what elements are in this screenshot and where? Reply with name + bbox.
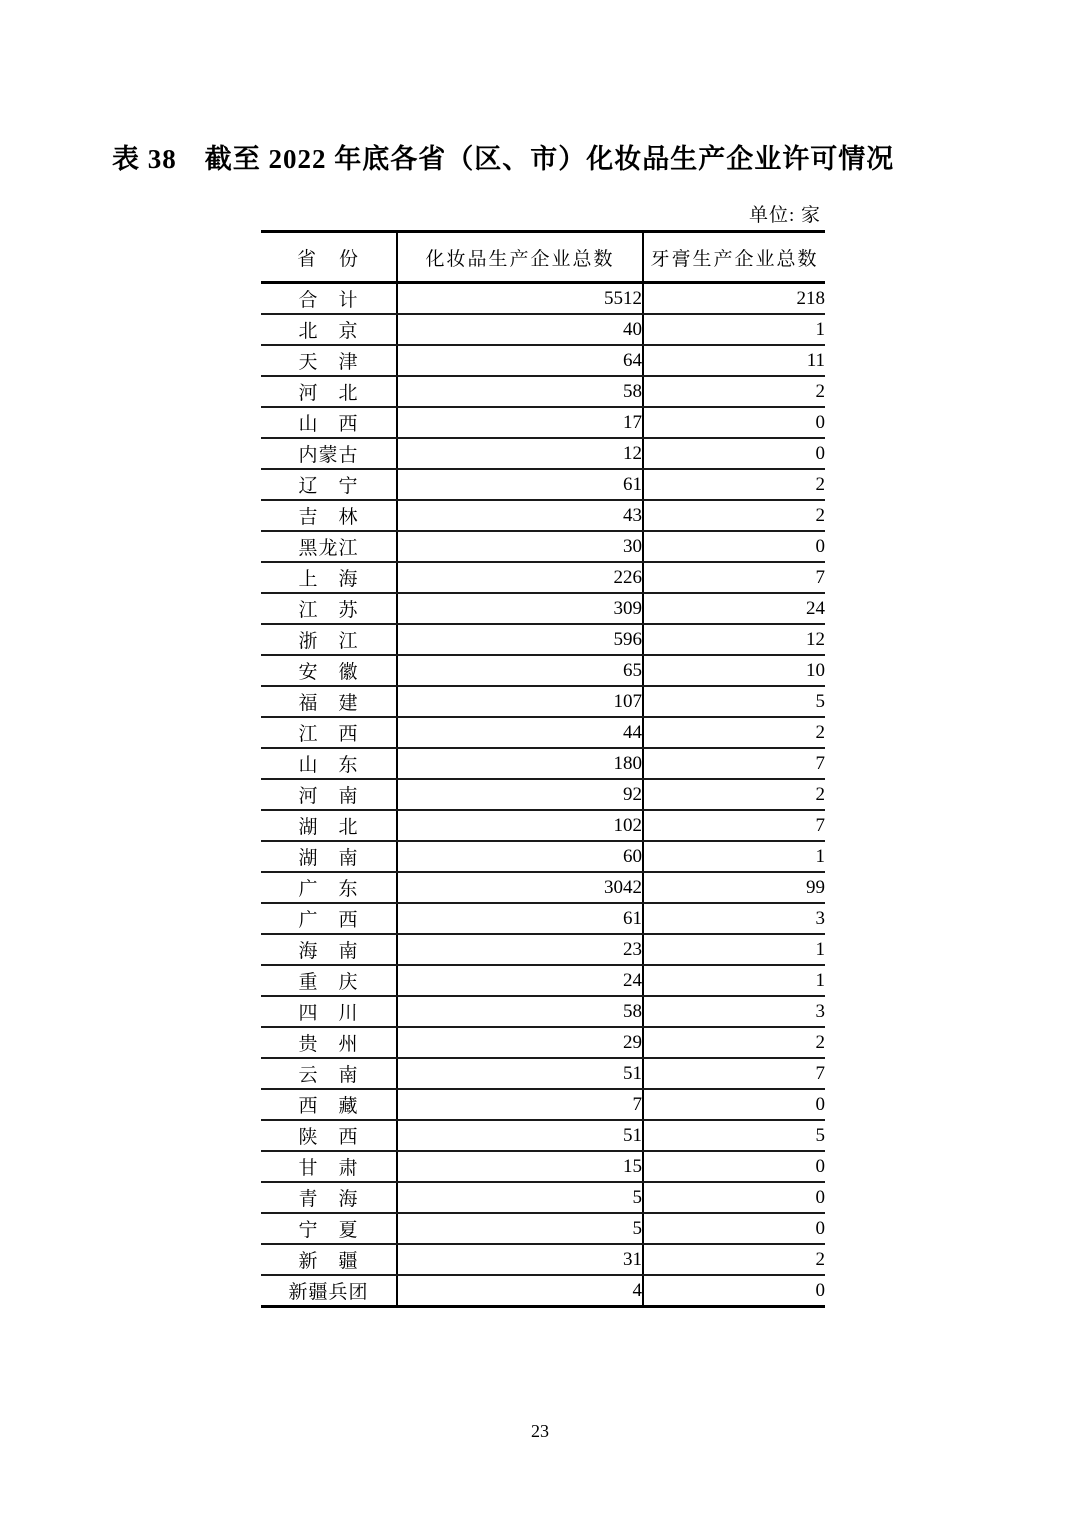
province-cell: 吉 林 [261, 500, 397, 531]
toothpaste-count-cell: 0 [643, 1151, 825, 1182]
toothpaste-count-cell: 3 [643, 996, 825, 1027]
toothpaste-count-cell: 0 [643, 531, 825, 562]
header-toothpaste-total: 牙膏生产企业总数 [643, 232, 825, 283]
cosmetics-count-cell: 30 [397, 531, 643, 562]
province-cell: 重 庆 [261, 965, 397, 996]
province-cell: 天 津 [261, 345, 397, 376]
province-cell: 上 海 [261, 562, 397, 593]
table-row [261, 717, 825, 748]
toothpaste-count-cell: 5 [643, 686, 825, 717]
province-cell: 北 京 [261, 314, 397, 345]
toothpaste-count-cell: 99 [643, 872, 825, 903]
table-row [261, 531, 825, 562]
province-cell: 江 苏 [261, 593, 397, 624]
province-cell: 甘 肃 [261, 1151, 397, 1182]
table-row [261, 872, 825, 903]
province-cell: 贵 州 [261, 1027, 397, 1058]
table-row [261, 593, 825, 624]
toothpaste-count-cell: 1 [643, 314, 825, 345]
toothpaste-count-cell: 1 [643, 965, 825, 996]
table-row [261, 748, 825, 779]
cosmetics-count-cell: 107 [397, 686, 643, 717]
table-title: 表 38 截至 2022 年底各省（区、市）化妆品生产企业许可情况 [112, 144, 895, 174]
province-cell: 新疆兵团 [288, 1282, 369, 1303]
toothpaste-count-cell: 0 [643, 1213, 825, 1244]
table-row [261, 903, 825, 934]
cosmetics-count-cell: 7 [397, 1089, 643, 1120]
cosmetics-count-cell: 40 [397, 314, 643, 345]
cosmetics-count-cell: 60 [397, 841, 643, 872]
province-license-table [261, 230, 825, 1308]
province-cell: 山 西 [261, 407, 397, 438]
toothpaste-count-cell: 10 [643, 655, 825, 686]
table-row [261, 1089, 825, 1120]
table-row [261, 1151, 825, 1182]
toothpaste-count-cell: 2 [643, 500, 825, 531]
toothpaste-count-cell: 7 [643, 562, 825, 593]
cosmetics-count-cell: 4 [397, 1275, 643, 1307]
province-cell: 辽 宁 [261, 469, 397, 500]
toothpaste-count-cell: 7 [643, 1058, 825, 1089]
province-cell: 四 川 [261, 996, 397, 1027]
table-row [261, 965, 825, 996]
table-row [261, 1244, 825, 1275]
cosmetics-count-cell: 309 [397, 593, 643, 624]
toothpaste-count-cell: 0 [643, 407, 825, 438]
toothpaste-count-cell: 0 [643, 1275, 825, 1307]
page-number: 23 [531, 1421, 549, 1441]
province-cell: 内蒙古 [261, 438, 397, 469]
cosmetics-count-cell: 3042 [397, 872, 643, 903]
table-row [261, 1120, 825, 1151]
table-row [261, 686, 825, 717]
province-cell: 广 西 [261, 903, 397, 934]
toothpaste-count-cell: 1 [643, 841, 825, 872]
toothpaste-count-cell: 7 [643, 810, 825, 841]
cosmetics-count-cell: 65 [397, 655, 643, 686]
table-row [261, 1182, 825, 1213]
cosmetics-count-cell: 64 [397, 345, 643, 376]
cosmetics-count-cell: 12 [397, 438, 643, 469]
province-cell: 湖 南 [261, 841, 397, 872]
province-cell: 云 南 [261, 1058, 397, 1089]
province-cell: 合 计 [261, 283, 397, 315]
cosmetics-count-cell: 31 [397, 1244, 643, 1275]
province-cell: 安 徽 [261, 655, 397, 686]
province-cell: 青 海 [261, 1182, 397, 1213]
toothpaste-count-cell: 2 [643, 779, 825, 810]
table-row [261, 779, 825, 810]
table-row [261, 438, 825, 469]
province-cell: 西 藏 [261, 1089, 397, 1120]
cosmetics-count-cell: 92 [397, 779, 643, 810]
toothpaste-count-cell: 0 [643, 438, 825, 469]
cosmetics-count-cell: 17 [397, 407, 643, 438]
header-cosmetics-total: 化妆品生产企业总数 [397, 232, 643, 283]
table-row [261, 655, 825, 686]
province-cell: 河 北 [261, 376, 397, 407]
cosmetics-count-cell: 102 [397, 810, 643, 841]
table-body [261, 283, 825, 1307]
province-cell: 湖 北 [261, 810, 397, 841]
cosmetics-count-cell: 58 [397, 996, 643, 1027]
table-row [261, 841, 825, 872]
table-row [261, 345, 825, 376]
cosmetics-count-cell: 51 [397, 1058, 643, 1089]
toothpaste-count-cell: 2 [643, 1244, 825, 1275]
cosmetics-count-cell: 23 [397, 934, 643, 965]
cosmetics-count-cell: 58 [397, 376, 643, 407]
cosmetics-count-cell: 51 [397, 1120, 643, 1151]
province-cell: 江 西 [261, 717, 397, 748]
table-row [261, 624, 825, 655]
unit-label: 单位: 家 [748, 205, 821, 226]
province-cell: 黑龙江 [261, 531, 397, 562]
cosmetics-count-cell: 5 [397, 1213, 643, 1244]
cosmetics-count-cell: 596 [397, 624, 643, 655]
province-cell: 陕 西 [261, 1120, 397, 1151]
table-row [261, 1027, 825, 1058]
header-province: 省 份 [261, 232, 397, 283]
table-row [261, 314, 825, 345]
toothpaste-count-cell: 2 [643, 717, 825, 748]
table-row [261, 407, 825, 438]
cosmetics-count-cell: 61 [397, 903, 643, 934]
province-cell: 浙 江 [261, 624, 397, 655]
province-cell: 新 疆 [261, 1244, 397, 1275]
cosmetics-count-cell: 5 [397, 1182, 643, 1213]
table-row [261, 1275, 825, 1307]
toothpaste-count-cell: 7 [643, 748, 825, 779]
toothpaste-count-cell: 11 [643, 345, 825, 376]
toothpaste-count-cell: 2 [643, 1027, 825, 1058]
province-cell: 广 东 [261, 872, 397, 903]
table-row [261, 810, 825, 841]
cosmetics-count-cell: 5512 [397, 283, 643, 315]
table-row [261, 500, 825, 531]
cosmetics-count-cell: 61 [397, 469, 643, 500]
toothpaste-count-cell: 218 [643, 283, 825, 315]
table-header [261, 232, 825, 283]
toothpaste-count-cell: 2 [643, 376, 825, 407]
cosmetics-count-cell: 44 [397, 717, 643, 748]
toothpaste-count-cell: 2 [643, 469, 825, 500]
cosmetics-count-cell: 24 [397, 965, 643, 996]
province-cell: 宁 夏 [261, 1213, 397, 1244]
table-row [261, 934, 825, 965]
header-row [261, 232, 825, 283]
cosmetics-count-cell: 180 [397, 748, 643, 779]
toothpaste-count-cell: 5 [643, 1120, 825, 1151]
table-row [261, 1058, 825, 1089]
toothpaste-count-cell: 3 [643, 903, 825, 934]
toothpaste-count-cell: 1 [643, 934, 825, 965]
province-cell: 河 南 [261, 779, 397, 810]
table-row [261, 376, 825, 407]
cosmetics-count-cell: 226 [397, 562, 643, 593]
province-cell: 福 建 [261, 686, 397, 717]
province-cell: 山 东 [261, 748, 397, 779]
toothpaste-count-cell: 12 [643, 624, 825, 655]
cosmetics-count-cell: 29 [397, 1027, 643, 1058]
toothpaste-count-cell: 24 [643, 593, 825, 624]
toothpaste-count-cell: 0 [643, 1182, 825, 1213]
cosmetics-count-cell: 15 [397, 1151, 643, 1182]
province-cell: 海 南 [261, 934, 397, 965]
table-row [261, 1213, 825, 1244]
cosmetics-count-cell: 43 [397, 500, 643, 531]
table-row [261, 562, 825, 593]
table-row [261, 283, 825, 315]
table-row [261, 469, 825, 500]
toothpaste-count-cell: 0 [643, 1089, 825, 1120]
table-row [261, 996, 825, 1027]
